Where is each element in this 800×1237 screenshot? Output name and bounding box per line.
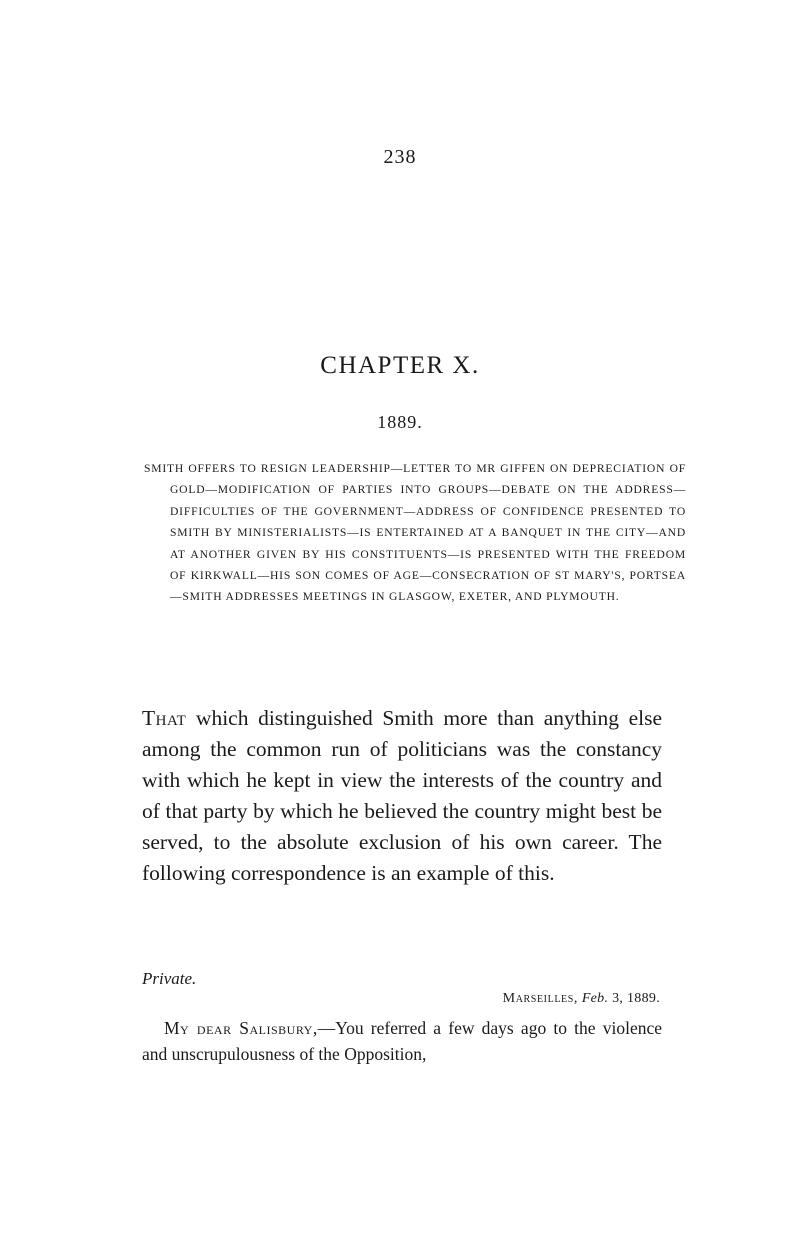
letter-salutation: My dear Salisbury, (164, 1018, 318, 1038)
letter-body (142, 1015, 662, 1067)
letter-label: Private. (142, 969, 197, 988)
chapter-title: CHAPTER X. (320, 352, 480, 379)
chapter-year: 1889. (377, 412, 423, 432)
chapter-synopsis: SMITH OFFERS TO RESIGN LEADERSHIP—LETTER TO MR GIFFEN ON DEPRECIATION OF GOLD—MODIFICATION OF PARTIES INTO GROUPS—DEBATE ON THE ADDRESS—DIFFICULTIES OF THE GOVERNMENT—ADDRESS OF CONFIDENCE PRESENTED TO SMITH BY MINISTERIALISTS—IS ENTERTAINED AT A BANQUET IN THE CITY—AND AT ANOTHER GIVEN BY HIS CONSTITUENTS—IS PRESENTED WITH THE FREEDOM OF KIRKWALL—HIS SON COMES OF AGE—CONSECRATION OF ST MARY'S, PORTSEA—SMITH ADDRESSES MEETINGS IN GLASGOW, EXETER, AND PLYMOUTH. (144, 462, 686, 604)
dateline-month: Feb. (581, 991, 609, 1006)
dateline-place: Marseilles, (502, 991, 578, 1006)
page-number: 238 (383, 146, 417, 168)
body-paragraph-text: which distinguished Smith more than anything else among the common run of politicians was the constancy with which he kept in view the interests of the country and of that party by which he believed the country might best be served, to the absolute exclusion of his own career. The following correspondence is an example of this. (142, 706, 662, 885)
lead-word: That (142, 706, 187, 730)
dateline-date: 3, 1889. (612, 991, 660, 1006)
letter-body-text: —You referred a few days ago to the violence and unscrupulousness of the Opposition, (142, 1018, 662, 1064)
letter-dateline (503, 991, 660, 1007)
body-paragraph (142, 703, 662, 889)
